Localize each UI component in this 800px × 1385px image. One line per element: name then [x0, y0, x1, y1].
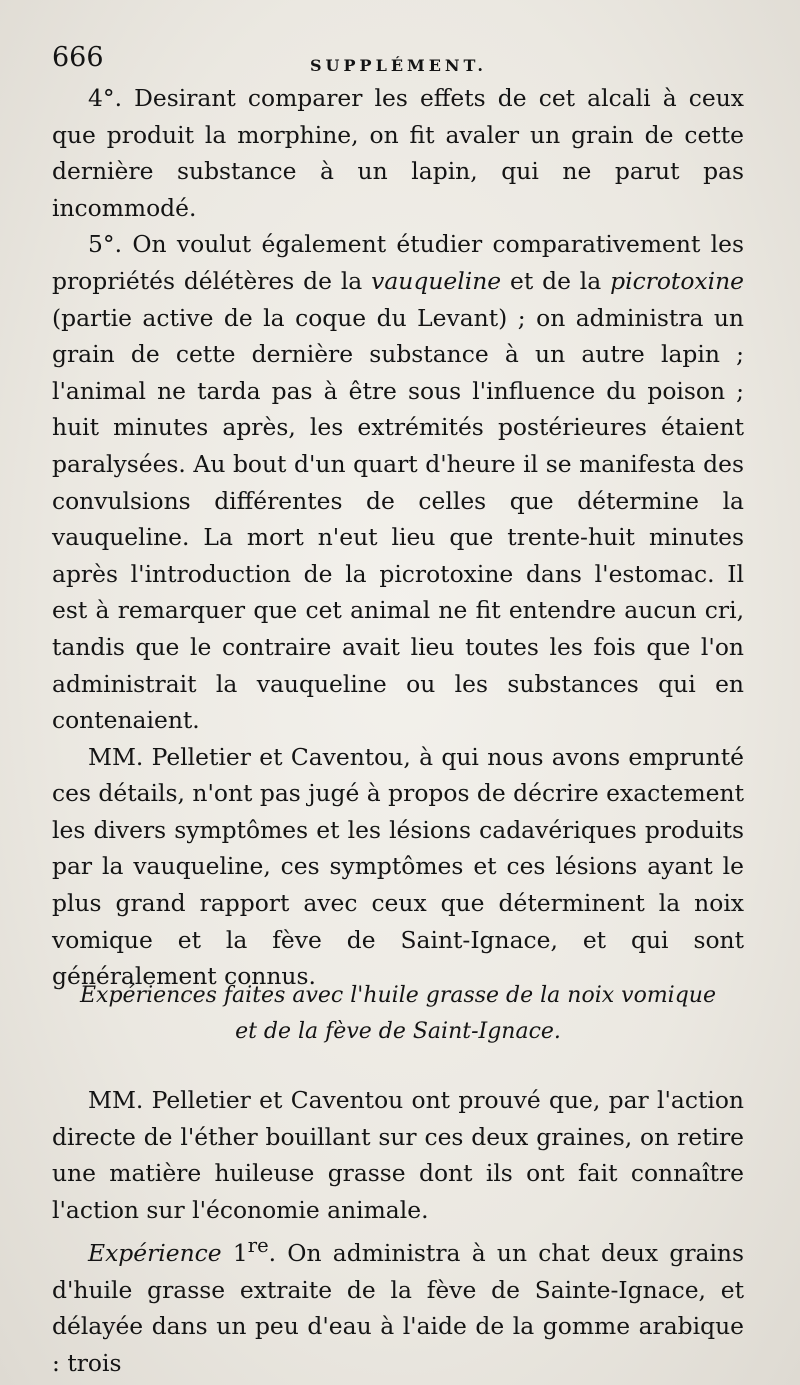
- paragraph-pelletier-caventou: [52, 739, 744, 995]
- experience-number: 1: [232, 1239, 248, 1268]
- experience-label: Expérience: [88, 1239, 222, 1268]
- paragraph-experience-1: [52, 1228, 744, 1381]
- paragraph-pelletier-text: MM. Pelletier et Caventou, à qui nous avons emprunté ces détails, n'ont pas jugé à propos de décrire exactement les divers symptômes et les lésions cadavériques produits par la vauqueline, ces symptômes et ces lésions ayant le plus grand rapport avec ceux que déterminent la noix vomique et la fève de Saint-Ignace, et qui sont généralement connus.: [52, 742, 744, 991]
- section-heading-line-2: et de la fève de Saint-Ignace.: [235, 1019, 561, 1044]
- paragraph-5: [52, 226, 744, 738]
- page-header: [52, 40, 760, 80]
- page-number: 666: [52, 42, 104, 73]
- lower-text-block: [52, 1082, 744, 1382]
- experience-text: . On administra à un chat deux grains d'huile grasse extraite de la fève de Sainte-Ignace, et délayée dans un peu d'eau à l'aide de la gomme arabique : trois: [52, 1239, 744, 1377]
- paragraph-5-rest: (partie active de la coque du Levant) ; on administra un grain de cette dernière substance à un autre lapin ; l'animal ne tarda pas à être sous l'influence du poison ; huit minutes après, les extrémités postérieures étaient paralysées. Au bout d'un quart d'heure il se manifesta des convulsions différentes de celles que détermine la vauqueline. La mort n'eut lieu que trente-huit minutes après l'introduction de la picrotoxine dans l'estomac. Il est à remarquer que cet animal ne fit entendre aucun cri, tandis que le contraire avait lieu toutes les fois que l'on administrait la vauqueline ou les substances qui en contenaient.: [52, 303, 744, 735]
- section-heading-line-1: Expériences faites avec l'huile grasse de la noix vomique: [79, 983, 716, 1008]
- term-picrotoxine: picrotoxine: [610, 266, 744, 295]
- paragraph-ether-text: MM. Pelletier et Caventou ont prouvé que, par l'action directe de l'éther bouillant sur ces deux graines, on retire une matière huileuse grasse dont ils ont fait connaître l'action sur l'économie animale.: [52, 1086, 744, 1224]
- paragraph-5-lead: 5°. On voulut également étudier comparativement les propriétés délétères de la: [52, 230, 744, 295]
- paragraph-5-mid: et de la: [501, 266, 611, 295]
- running-head: SUPPLÉMENT.: [310, 56, 487, 75]
- section-heading: [52, 978, 744, 1050]
- paragraph-4-text: 4°. Desirant comparer les effets de cet alcali à ceux que produit la morphine, on fit avaler un grain de cette dernière substance à un lapin, qui ne parut pas incommodé.: [52, 84, 744, 222]
- paragraph-ether: [52, 1082, 744, 1228]
- upper-text-block: [52, 80, 744, 995]
- paragraph-4: [52, 80, 744, 226]
- term-vauqueline: vauqueline: [371, 266, 502, 295]
- experience-ordinal: re: [247, 1234, 269, 1258]
